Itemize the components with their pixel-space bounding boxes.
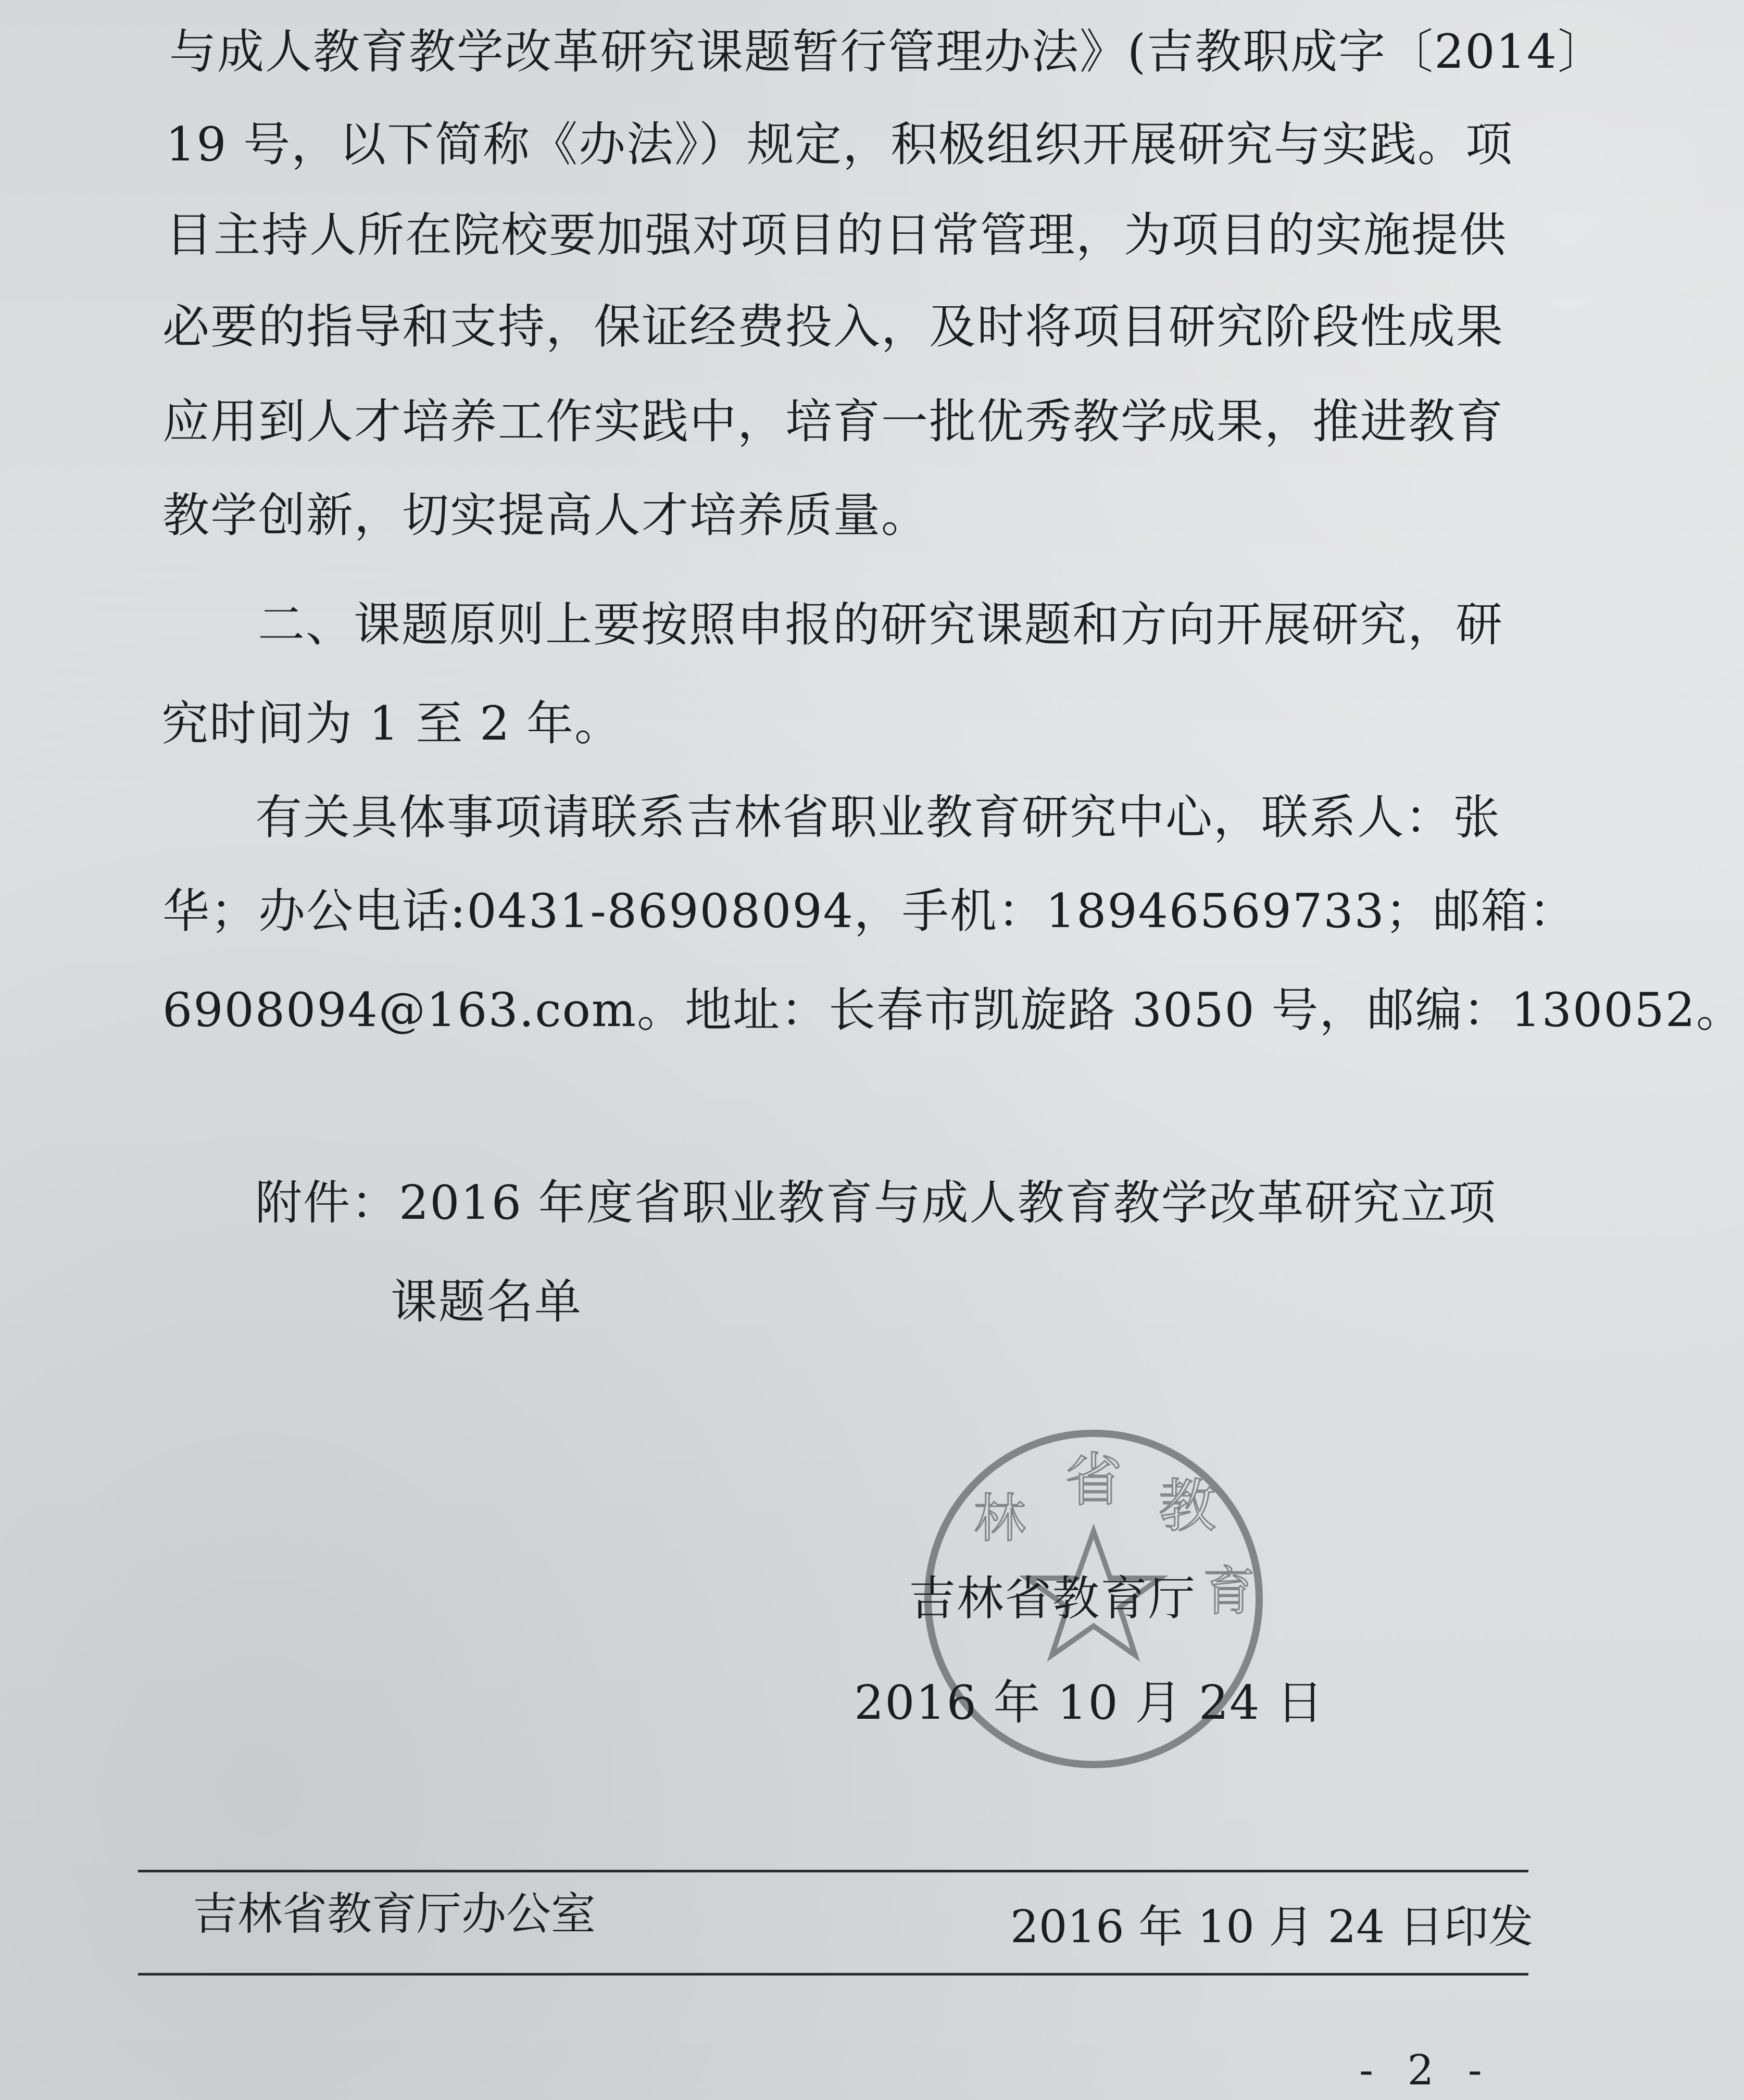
footer-divider [138, 1973, 1528, 1976]
body-line: 应用到人才培养工作实践中，培育一批优秀教学成果，推进教育 [162, 394, 1504, 449]
body-line: 19 号，以下简称《办法》）规定，积极组织开展研究与实践。项 [166, 117, 1514, 172]
footer-divider [138, 1870, 1528, 1872]
attachment-line: 课题名单 [391, 1274, 582, 1329]
body-line: 究时间为 1 至 2 年。 [161, 696, 622, 751]
svg-text:教: 教 [1159, 1473, 1216, 1540]
svg-text:省: 省 [1065, 1447, 1122, 1514]
page-number: - 2 - [1359, 2046, 1492, 2094]
body-line: 目主持人所在院校要加强对项目的日常管理，为项目的实施提供 [166, 208, 1507, 262]
body-line: 有关具体事项请联系吉林省职业教育研究中心，联系人：张 [255, 790, 1501, 845]
body-line: 6908094@163.com。地址：长春市凯旋路 3050 号，邮编：130052。 [162, 983, 1744, 1038]
body-line: 必要的指导和支持，保证经费投入，及时将项目研究阶段性成果 [162, 299, 1504, 354]
body-line: 华；办公电话:0431-86908094，手机：18946569733；邮箱： [162, 884, 1577, 939]
footer-issue-date: 2016 年 10 月 24 日印发 [1010, 1901, 1534, 1953]
body-line: 教学创新，切实提高人才培养质量。 [162, 488, 929, 543]
body-line: 与成人教育教学改革研究课题暂行管理办法》(吉教职成字〔2014〕 [169, 24, 1606, 79]
signature-organization: 吉林省教育厅 [909, 1571, 1196, 1626]
svg-text:林: 林 [974, 1488, 1026, 1549]
signature-date: 2016 年 10 月 24 日 [854, 1676, 1325, 1730]
body-line: 二、课题原则上要按照申报的研究课题和方向开展研究，研 [258, 597, 1503, 652]
attachment-line: 附件：2016 年度省职业教育与成人教育教学改革研究立项 [255, 1176, 1497, 1230]
svg-text:育: 育 [1203, 1561, 1255, 1622]
footer-issuer: 吉林省教育厅办公室 [193, 1888, 596, 1940]
